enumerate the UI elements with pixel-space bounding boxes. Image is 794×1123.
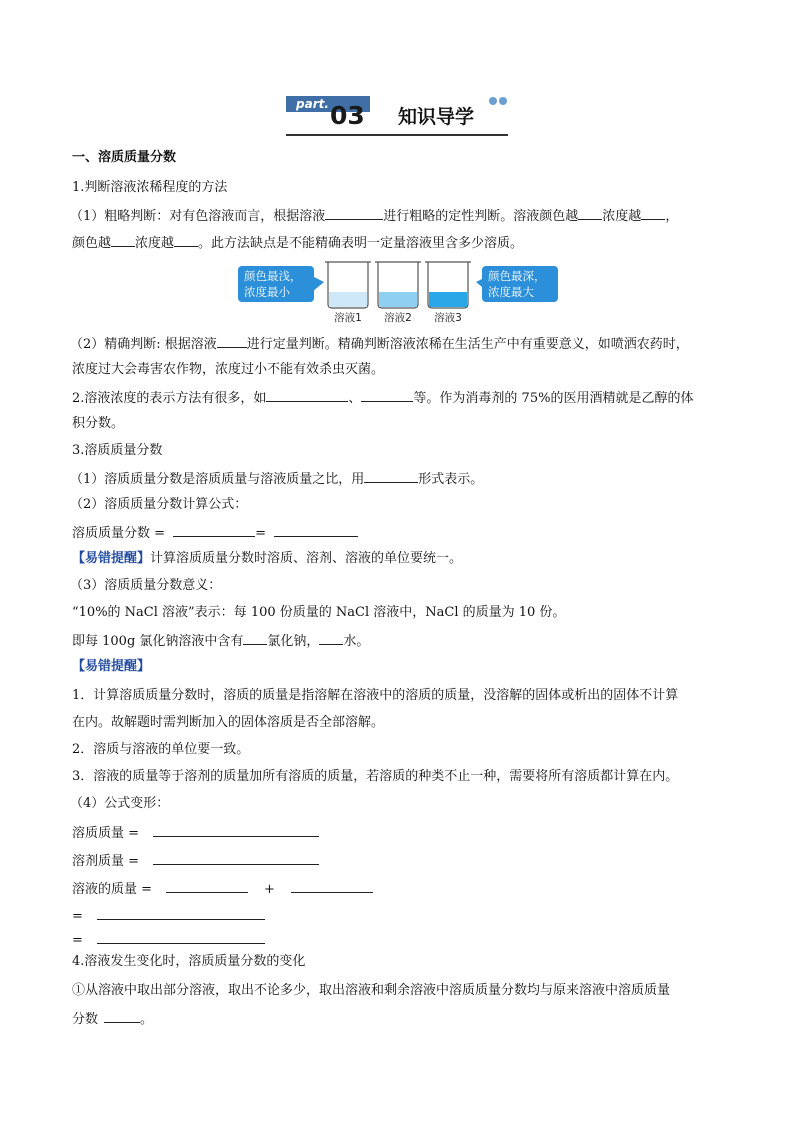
- para-3-title: 3.溶质质量分数: [72, 443, 163, 458]
- para-5-title: 4.溶液发生变化时，溶质质量分数的变化: [72, 954, 306, 969]
- fill-blank[interactable]: [153, 822, 319, 837]
- formula-line: 溶质质量分数 = =: [72, 522, 358, 544]
- para-1b-line-2: 浓度过大会毒害农作物，浓度过小不能有效杀虫灭菌。: [72, 362, 385, 377]
- fill-blank[interactable]: [153, 850, 319, 865]
- part-title: 知识导学: [398, 106, 475, 128]
- fill-blank[interactable]: [97, 929, 265, 944]
- fill-blank[interactable]: [364, 468, 418, 483]
- para-3-s1: （1）溶质质量分数是溶质质量与溶液质量之比，用 形式表示。: [70, 468, 483, 490]
- fill-blank[interactable]: [266, 387, 348, 402]
- tip-2-item-2: 2．溶质与溶液的单位要一致。: [72, 742, 250, 757]
- para-1b-line-1: （2）精确判断: 根据溶液 进行定量判断。精确判断溶液浓稀在生活生产中有重要意义，如喷洒农药时，: [70, 333, 689, 355]
- beaker-3: [425, 262, 471, 308]
- fill-blank[interactable]: [174, 232, 198, 247]
- solution-formula: 溶液的质量 = +: [72, 878, 373, 900]
- solvent-formula: 溶剂质量 =: [72, 850, 319, 872]
- beakers: [324, 258, 474, 310]
- fill-blank[interactable]: [97, 905, 265, 920]
- fill-blank[interactable]: [641, 205, 665, 220]
- para-2-line-1: 2.溶液浓度的表示方法有很多，如 、 等。作为消毒剂的 75%的医用酒精就是乙醇的体: [72, 387, 693, 409]
- para-3-s3-line-2: 即每 100g 氯化钠溶液中含有 氯化钠， 水。: [72, 630, 369, 652]
- left-callout: 颜色最浅， 浓度最小: [238, 266, 314, 302]
- beaker-figure: [238, 258, 558, 326]
- beaker-1-label: 溶液1: [334, 312, 362, 324]
- fill-blank[interactable]: [325, 205, 383, 220]
- fill-blank[interactable]: [361, 387, 413, 402]
- beaker-2: [375, 262, 421, 308]
- tip-2-tag: 【易错提醒】: [72, 659, 151, 674]
- fill-blank[interactable]: [291, 878, 373, 893]
- solute-formula: 溶质质量 =: [72, 822, 319, 844]
- fill-blank[interactable]: [166, 878, 248, 893]
- para-1a-line-2: 颜色越 浓度越 。此方法缺点是不能精确表明一定量溶液里含多少溶质。: [72, 232, 523, 254]
- part-number: 03: [330, 101, 365, 130]
- beaker-2-label: 溶液2: [384, 312, 412, 324]
- section-header: [286, 96, 508, 138]
- para-1a-line-1: （1）粗略判断：对有色溶液而言，根据溶液 进行粗略的定性判断。溶液颜色越 浓度越 ，: [70, 205, 678, 227]
- para-3-s3-line-1: “10%的 NaCl 溶液”表示：每 100 份质量的 NaCl 溶液中，NaCl 的质量为 10 份。: [72, 605, 566, 620]
- fill-blank[interactable]: [243, 630, 267, 645]
- tip-2-item-1-line-1: 1．计算溶质质量分数时，溶质的质量是指溶解在溶液中的溶质的质量，没溶解的固体或析出的固体不计算: [72, 688, 679, 703]
- para-2-line-2: 积分数。: [72, 416, 125, 431]
- tip-2-item-3: 3．溶液的质量等于溶剂的质量加所有溶质的质量，若溶质的种类不止一种，需要将所有溶质都计算在内。: [72, 769, 679, 784]
- tip-1: 【易错提醒】计算溶质质量分数时溶质、溶剂、溶液的单位要统一。: [72, 551, 463, 566]
- tip-2-item-1-line-2: 在内。故解题时需判断加入的固体溶质是否全部溶解。: [72, 715, 385, 730]
- para-5-line-2: 分数 。: [72, 1008, 153, 1030]
- solution-formula-alt-2: =: [72, 929, 265, 951]
- beaker-3-label: 溶液3: [434, 312, 462, 324]
- fill-blank[interactable]: [274, 522, 358, 537]
- fill-blank[interactable]: [217, 333, 247, 348]
- para-4-title: （4）公式变形：: [70, 796, 170, 811]
- part-tab-label: part.: [296, 97, 329, 111]
- header-rule: [286, 134, 508, 136]
- fill-blank[interactable]: [173, 522, 255, 537]
- section-heading: 一、溶质质量分数: [72, 150, 177, 165]
- para-1-title: 1.判断溶液浓稀程度的方法: [72, 180, 228, 195]
- fill-blank[interactable]: [319, 630, 343, 645]
- fill-blank[interactable]: [104, 1008, 140, 1023]
- right-callout: 颜色最深， 浓度最大: [482, 266, 558, 302]
- solution-formula-alt-1: =: [72, 905, 265, 927]
- beaker-1: [325, 262, 371, 308]
- para-3-s3: （3）溶质质量分数意义：: [70, 578, 222, 593]
- para-3-s2: （2）溶质质量分数计算公式：: [70, 497, 248, 512]
- fill-blank[interactable]: [111, 232, 135, 247]
- decorative-dots-icon: [488, 96, 510, 106]
- para-5-line-1: ①从溶液中取出部分溶液，取出不论多少，取出溶液和剩余溶液中溶质质量分数均与原来溶液中溶质质量: [72, 983, 671, 998]
- fill-blank[interactable]: [578, 205, 602, 220]
